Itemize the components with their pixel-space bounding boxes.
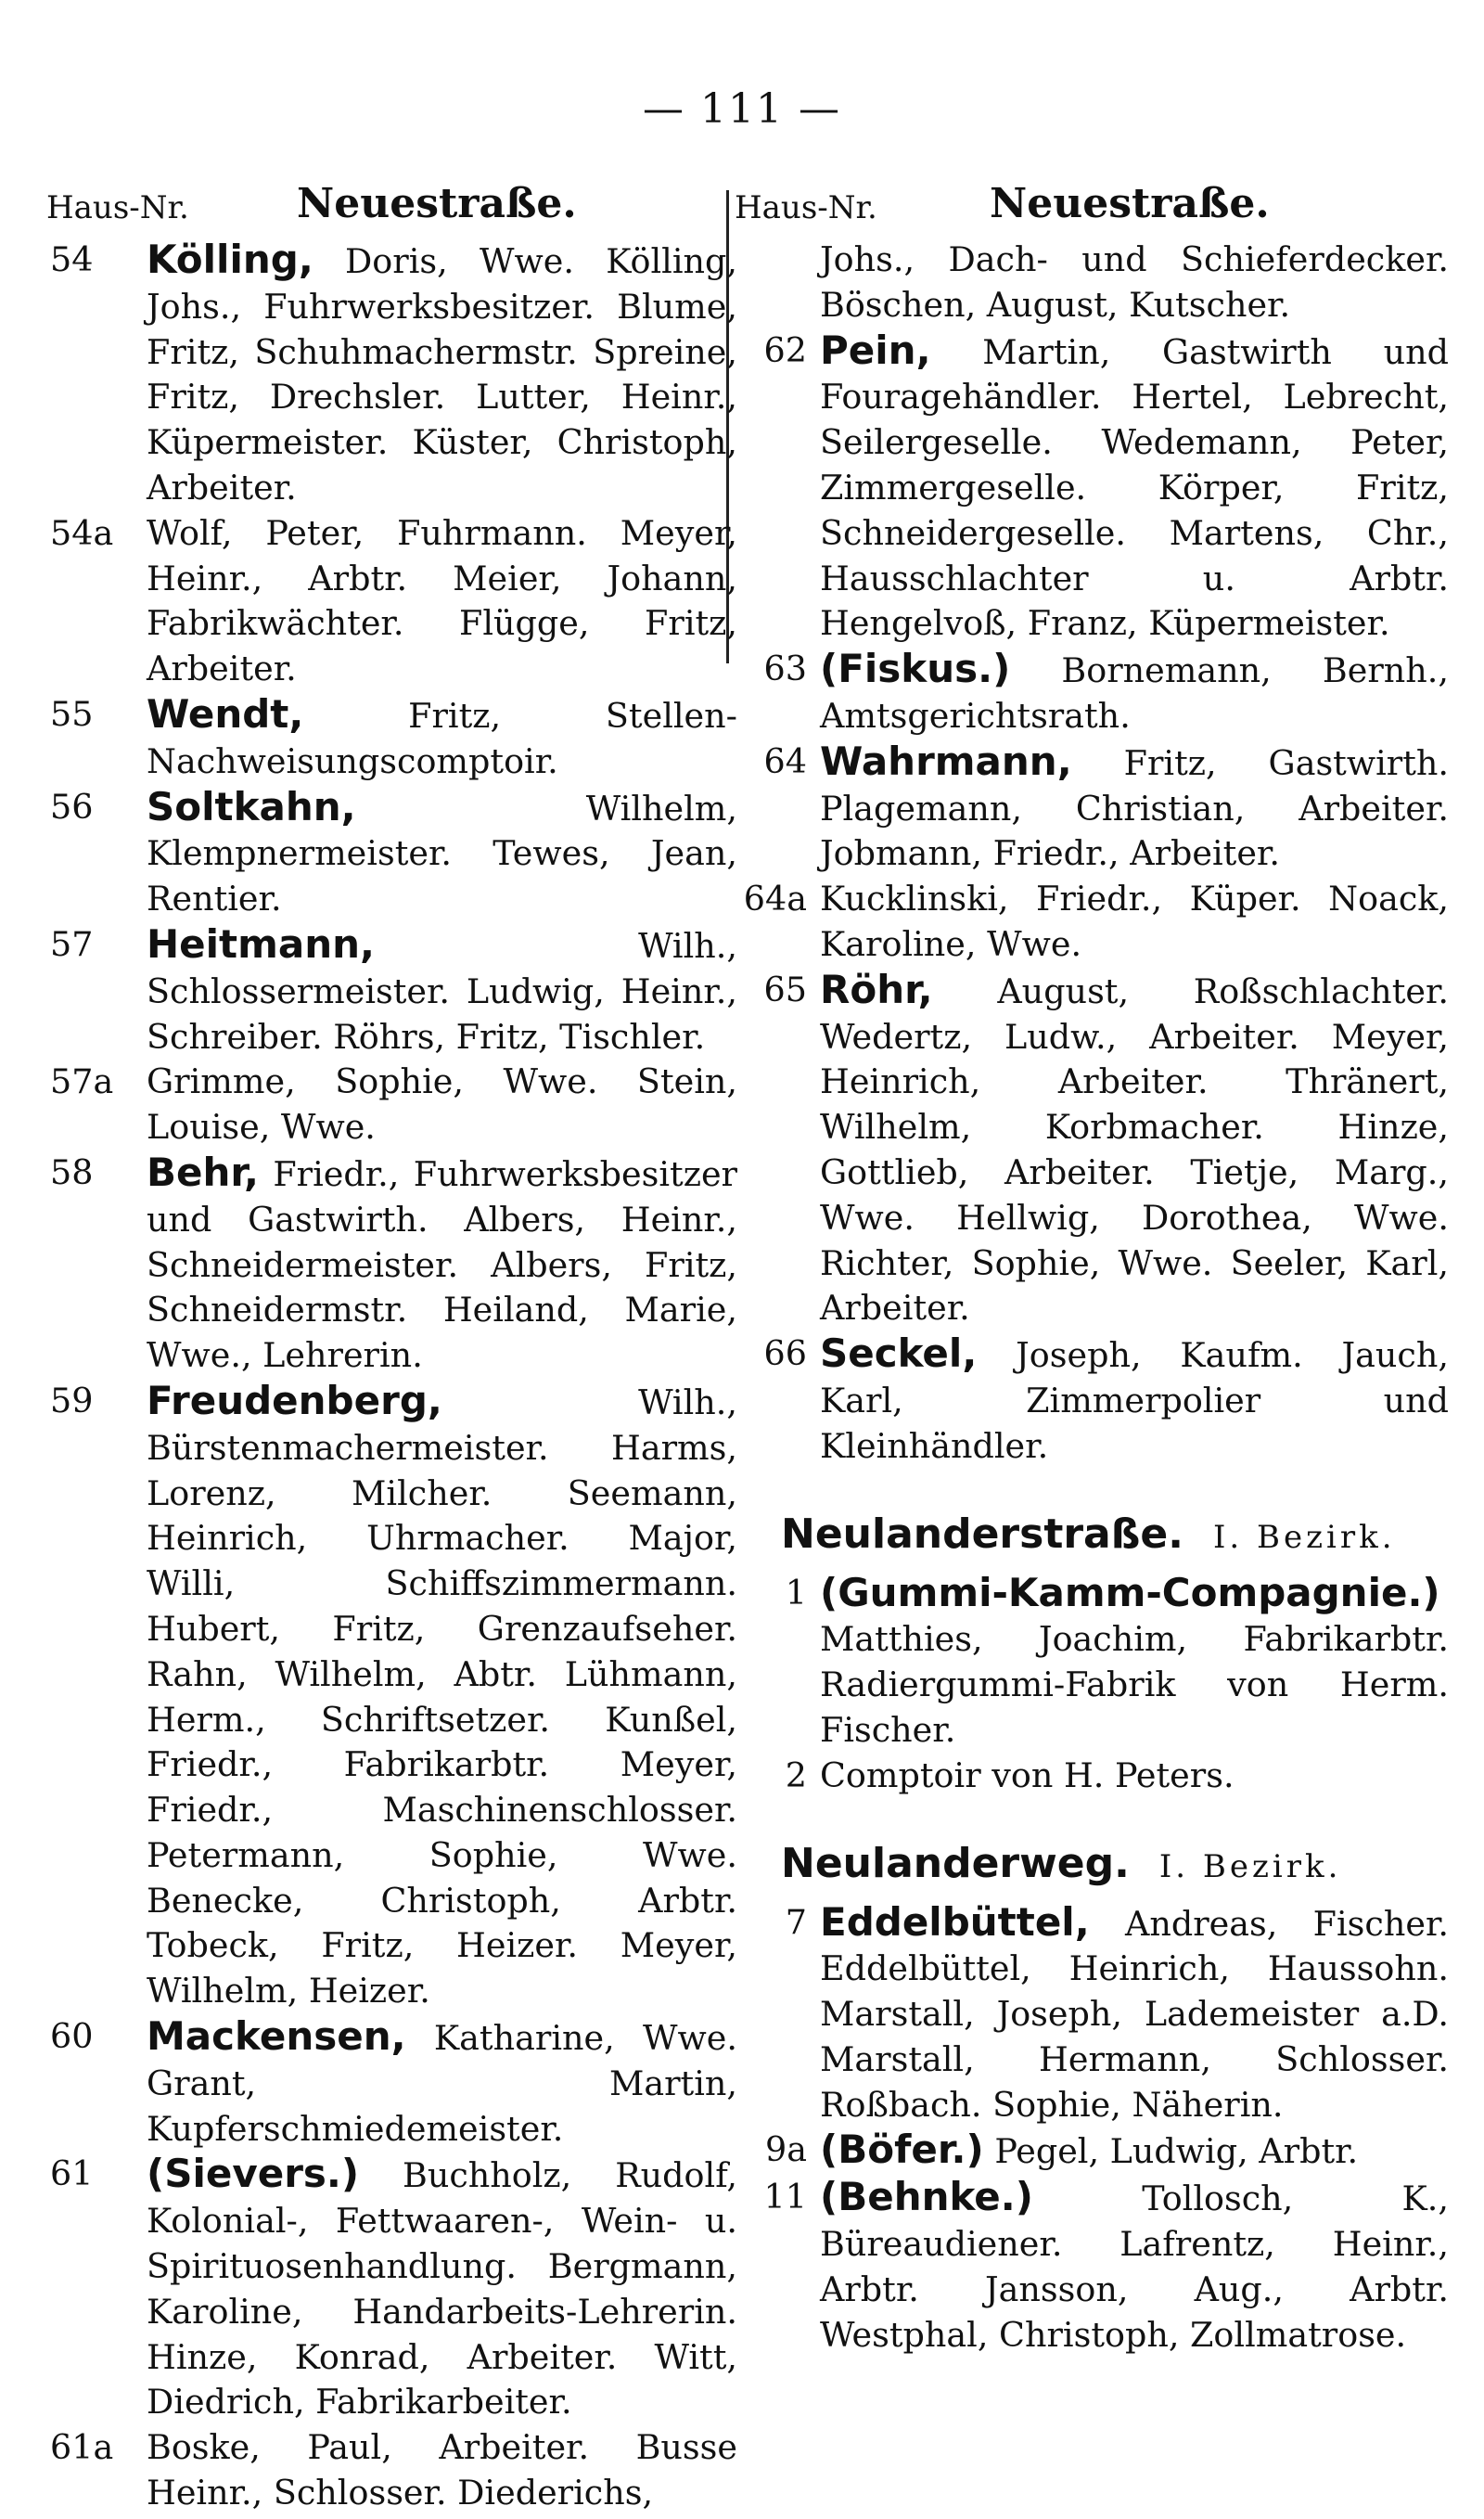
house-number: 2 bbox=[785, 1754, 807, 1795]
owner-name: Eddelbüttel, bbox=[820, 1898, 1090, 1945]
street-section-neulanderstrasse bbox=[735, 1507, 1449, 1799]
house-number: 55 bbox=[50, 693, 94, 734]
left-column-header bbox=[46, 176, 737, 234]
house-number: 62 bbox=[763, 329, 807, 370]
address-entry bbox=[46, 1150, 737, 1379]
owner-name: (Fiskus.) bbox=[820, 646, 1011, 692]
house-number: 63 bbox=[763, 649, 807, 689]
address-entry bbox=[735, 739, 1449, 877]
owner-name: (Sievers.) bbox=[147, 2151, 360, 2197]
residents-text: Martin, Gastwirth und Fouragehändler. Hertel, Lebrecht, Seilergeselle. Wedemann, Peter, Zimmergeselle. Körper, Fritz, Schneidergeselle. Martens, Chr., Hausschlachter u. Arbtr. Hengelvoß, Franz, Küpermeister. bbox=[820, 331, 1449, 644]
owner-name: Behr, bbox=[147, 1149, 259, 1195]
house-number: 54a bbox=[50, 512, 114, 553]
owner-name: Wahrmann, bbox=[820, 738, 1072, 784]
owner-name: Seckel, bbox=[820, 1330, 978, 1377]
right-column bbox=[735, 176, 1449, 2358]
address-entry bbox=[46, 692, 737, 785]
residents-text: Grimme, Sophie, Wwe. Stein, Louise, Wwe. bbox=[147, 1061, 737, 1148]
address-entry bbox=[46, 785, 737, 922]
residents-text: Doris, Wwe. Kölling, Johs., Fuhrwerksbesitzer. Blume, Fritz, Schuhmachermstr. Spreine, Fritz, Drechsler. Lutter, Heinr., Küpermeister. Küster, Christoph, Arbeiter. bbox=[147, 241, 737, 508]
house-number: 11 bbox=[763, 2177, 807, 2217]
residents-text: Tollosch, K., Büreaudiener. Lafrentz, Heinr., Arbtr. Jansson, Aug., Arbtr. Westphal, Christoph, Zollmatrose. bbox=[820, 2178, 1449, 2355]
address-entry bbox=[46, 238, 737, 511]
address-entry bbox=[735, 1900, 1449, 2128]
house-number: 7 bbox=[785, 1901, 807, 1942]
house-number: 58 bbox=[50, 1151, 94, 1192]
residents-text: Wilh., Bürstenmachermeister. Harms, Lorenz, Milcher. Seemann, Heinrich, Uhrmacher. Major, Willi, Schiffszimmermann. Hubert, Fritz, Grenzaufseher. Rahn, Wilhelm, Abtr. Lühmann, Herm., Schriftsetzer. Kunßel, Friedr., Fabrikarbtr. Meyer, Friedr., Maschinenschlosser. Petermann, Sophie, Wwe. Benecke, Christoph, Arbtr. Tobeck, Fritz, Heizer. Meyer, Wilhelm, Heizer. bbox=[147, 1382, 737, 2011]
owner-name: Wendt, bbox=[147, 690, 304, 737]
house-number: 66 bbox=[763, 1333, 807, 1374]
house-number: 61 bbox=[50, 2153, 94, 2194]
section-heading bbox=[735, 1836, 1449, 1895]
address-entry bbox=[735, 2127, 1449, 2175]
residents-text: Boske, Paul, Arbeiter. Busse Heinr., Schlosser. Diederichs, bbox=[147, 2427, 737, 2513]
house-number: 64a bbox=[743, 879, 807, 919]
owner-name: Freudenberg, bbox=[147, 1377, 442, 1423]
house-number: 57 bbox=[50, 923, 94, 964]
address-entry bbox=[46, 922, 737, 1060]
house-number: 65 bbox=[763, 969, 807, 1009]
owner-name: (Behnke.) bbox=[820, 2174, 1033, 2220]
address-entry bbox=[735, 968, 1449, 1331]
residents-text: Wilhelm, Klempnermeister. Tewes, Jean, Rentier. bbox=[147, 788, 737, 919]
residents-text: Fritz, Stellen-Nachweisungscomptoir. bbox=[147, 695, 737, 781]
district-label: I. Bezirk. bbox=[1158, 1847, 1342, 1885]
address-entry bbox=[46, 511, 737, 692]
owner-name: Pein, bbox=[820, 327, 931, 373]
residents-text: Kucklinski, Friedr., Küper. Noack, Karoline, Wwe. bbox=[820, 879, 1449, 964]
residents-text: Matthies, Joachim, Fabrikarbtr. Radiergummi-Fabrik von Herm. Fischer. bbox=[820, 1619, 1449, 1750]
residents-text: Friedr., Fuhrwerksbesitzer und Gastwirth. Albers, Heinr., Schneidermeister. Albers, Fritz, Schneidermstr. Heiland, Marie, Wwe., Lehrerin. bbox=[147, 1153, 738, 1376]
owner-name: Heitmann, bbox=[147, 920, 375, 967]
right-column-header bbox=[735, 176, 1449, 234]
page-number: — 111 — bbox=[643, 85, 841, 133]
residents-text: Andreas, Fischer. Eddelbüttel, Heinrich, Haussohn. Marstall, Joseph, Lademeister a.D. Marstall, Hermann, Schlosser. Roßbach. Sophie, Näherin. bbox=[820, 1903, 1449, 2125]
left-column bbox=[46, 176, 737, 2516]
residents-text: Pegel, Ludwig, Arbtr. bbox=[994, 2131, 1359, 2172]
residents-text: Wolf, Peter, Fuhrmann. Meyer, Heinr., Arbtr. Meier, Johann, Fabrikwächter. Flügge, Fritz, Arbeiter. bbox=[147, 512, 737, 689]
residents-text: Johs., Dach- und Schieferdecker. Böschen, August, Kutscher. bbox=[820, 239, 1449, 325]
street-name: Neulanderstraße. bbox=[781, 1510, 1183, 1558]
owner-name: Röhr, bbox=[820, 966, 933, 1012]
section-heading bbox=[735, 1507, 1449, 1565]
address-entry bbox=[735, 2175, 1449, 2358]
hausnr-label: Haus-Nr. bbox=[46, 189, 189, 226]
owner-name: (Böfer.) bbox=[820, 2127, 984, 2173]
residents-text: Bornemann, Bernh., Amtsgerichtsrath. bbox=[820, 650, 1449, 736]
address-entry bbox=[735, 1571, 1449, 1754]
house-number: 57a bbox=[50, 1061, 114, 1102]
residents-text: Joseph, Kaufm. Jauch, Karl, Zimmerpolier und Kleinhändler. bbox=[820, 1335, 1449, 1466]
owner-name: Kölling, bbox=[147, 237, 313, 282]
residents-text: Katharine, Wwe. Grant, Martin, Kupferschmiedemeister. bbox=[147, 2018, 737, 2149]
hausnr-label: Haus-Nr. bbox=[735, 189, 877, 226]
street-name: Neulanderweg. bbox=[781, 1839, 1130, 1887]
address-entry bbox=[735, 328, 1449, 648]
owner-name: Soltkahn, bbox=[147, 783, 356, 829]
residents-text: Fritz, Gastwirth. Plagemann, Christian, Arbeiter. Jobmann, Friedr., Arbeiter. bbox=[820, 742, 1449, 874]
owner-name: (Gummi-Kamm-Compagnie.) bbox=[820, 1569, 1440, 1615]
address-entry bbox=[46, 2152, 737, 2425]
address-entry bbox=[46, 2425, 737, 2516]
address-entry bbox=[46, 2014, 737, 2152]
house-number: 9a bbox=[765, 2129, 807, 2170]
house-number: 64 bbox=[763, 740, 807, 781]
address-entry bbox=[735, 877, 1449, 968]
owner-name: Mackensen, bbox=[147, 2013, 406, 2060]
residents-text: Wilh., Schlossermeister. Ludwig, Heinr., Schreiber. Röhrs, Fritz, Tischler. bbox=[147, 925, 737, 1057]
address-entry bbox=[735, 647, 1449, 739]
address-entry bbox=[735, 1754, 1449, 1799]
street-heading: Neuestraße. bbox=[297, 180, 577, 227]
address-entry bbox=[46, 1379, 737, 2014]
house-number: 54 bbox=[50, 239, 94, 279]
residents-text: August, Roßschlachter. Wedertz, Ludw., Arbeiter. Meyer, Heinrich, Arbeiter. Thränert, Wilhelm, Korbmacher. Hinze, Gottlieb, Arbeiter. Tietje, Marg., Wwe. Hellwig, Dorothea, Wwe. Richter, Sophie, Wwe. Seeler, Karl, Arbeiter. bbox=[820, 970, 1449, 1329]
address-entry bbox=[735, 238, 1449, 328]
house-number: 56 bbox=[50, 786, 94, 827]
street-heading: Neuestraße. bbox=[990, 180, 1270, 227]
address-entry bbox=[46, 1060, 737, 1150]
district-label: I. Bezirk. bbox=[1212, 1518, 1396, 1556]
house-number: 61a bbox=[50, 2427, 114, 2468]
house-number: 60 bbox=[50, 2016, 94, 2057]
street-section-neulanderweg bbox=[735, 1836, 1449, 2358]
residents-text: Comptoir von H. Peters. bbox=[820, 1754, 1235, 1795]
house-number: 59 bbox=[50, 1380, 94, 1420]
house-number: 1 bbox=[785, 1572, 807, 1613]
residents-text: Buchholz, Rudolf, Kolonial-, Fettwaaren-, Wein- u. Spirituosenhandlung. Bergmann, Karoline, Handarbeits-Lehrerin. Hinze, Konrad, Arbeiter. Witt, Diedrich, Fabrikarbeiter. bbox=[147, 2155, 738, 2423]
address-entry bbox=[735, 1331, 1449, 1469]
